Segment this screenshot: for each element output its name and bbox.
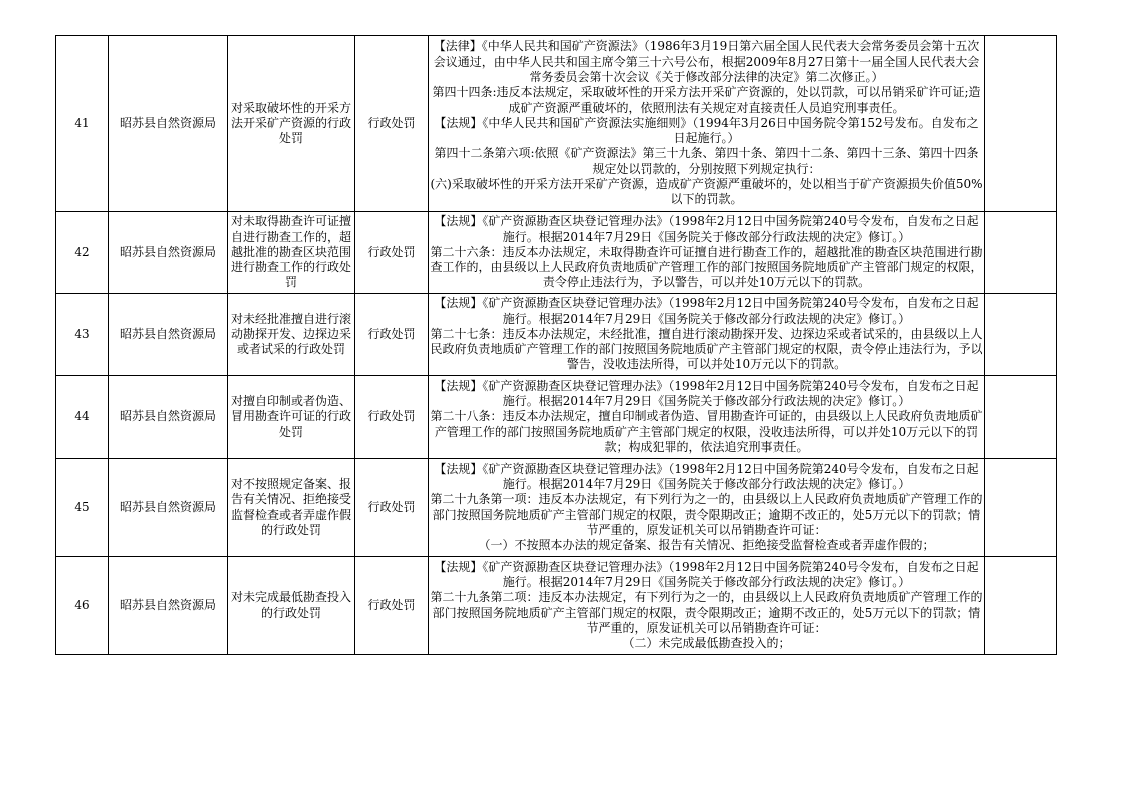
- table-row: [56, 376, 1057, 459]
- penalty-item-cell: 对不按照规定备案、报告有关情况、拒绝接受监督检查或者弄虚作假的行政处罚: [228, 459, 355, 557]
- department-cell: 昭苏县自然资源局: [109, 212, 228, 294]
- penalty-item-cell: 对未完成最低勘查投入的行政处罚: [228, 557, 355, 655]
- department-cell: 昭苏县自然资源局: [109, 36, 228, 212]
- legal-basis-paragraph: 【法规】《矿产资源勘查区块登记管理办法》（1998年2月12日中国务院第240号令发布，自发布之日起施行。根据2014年7月29日《国务院关于修改部分行政法规的决定》修订。）: [434, 378, 979, 409]
- row-number: 45: [56, 459, 109, 557]
- penalty-type-cell: 行政处罚: [355, 294, 429, 376]
- remarks-cell: [985, 36, 1057, 212]
- penalty-item-cell: 对擅自印制或者伪造、冒用勘查许可证的行政处罚: [228, 376, 355, 459]
- table-row: [56, 212, 1057, 294]
- penalty-item-cell: 对未经批准擅自进行滚动勘探开发、边探边采或者试采的行政处罚: [228, 294, 355, 376]
- penalty-type-cell: 行政处罚: [355, 212, 429, 294]
- table-row: [56, 294, 1057, 376]
- remarks-cell: [985, 557, 1057, 655]
- legal-basis-paragraph: （一）不按照本办法的规定备案、报告有关情况、拒绝接受监督检查或者弄虚作假的；: [478, 538, 935, 553]
- legal-basis-paragraph: 【法规】《矿产资源勘查区块登记管理办法》（1998年2月12日中国务院第240号令发布，自发布之日起施行。根据2014年7月29日《国务院关于修改部分行政法规的决定》修订。）: [434, 461, 979, 491]
- penalty-item-cell: 对未取得勘查许可证擅自进行勘查工作的，超越批准的勘查区块范围进行勘查工作的行政处罚: [228, 212, 355, 294]
- penalty-type-cell: 行政处罚: [355, 36, 429, 212]
- penalty-item-cell: 对采取破坏性的开采方法开采矿产资源的行政处罚: [228, 36, 355, 212]
- row-number: 46: [56, 557, 109, 655]
- remarks-cell: [985, 294, 1057, 376]
- legal-basis-paragraph: 第二十八条：违反本办法规定，擅自印制或者伪造、冒用勘查许可证的，由县级以上人民政府负责地质矿产管理工作的部门按照国务院地质矿产主管部门规定的权限，没收违法所得，可以并处10万元以下的罚款；构成犯罪的，依法追究刑事责任。: [430, 409, 983, 454]
- row-number: 44: [56, 376, 109, 459]
- table-row: [56, 557, 1057, 655]
- department-cell: 昭苏县自然资源局: [109, 294, 228, 376]
- legal-basis-cell: [429, 36, 985, 212]
- legal-basis-paragraph: 【法规】《矿产资源勘查区块登记管理办法》（1998年2月12日中国务院第240号令发布，自发布之日起施行。根据2014年7月29日《国务院关于修改部分行政法规的决定》修订。）: [434, 214, 979, 244]
- legal-basis-paragraph: 【法规】《中华人民共和国矿产资源法实施细则》（1994年3月26日中国务院令第152号发布。自发布之日起施行。）: [434, 115, 979, 146]
- legal-basis-paragraph: 【法律】《中华人民共和国矿产资源法》（1986年3月19日第六届全国人民代表大会常务委员会第十五次会议通过，由中华人民共和国主席令第三十六号公布，根据2009年8月27日第十一届全国人民代表大会常务委员会第十次会议《关于修改部分法律的决定》第二次修正。）: [433, 39, 980, 84]
- penalty-type-cell: 行政处罚: [355, 557, 429, 655]
- legal-basis-paragraph: 第二十七条：违反本办法规定，未经批准，擅自进行滚动勘探开发、边探边采或者试采的，由县级以上人民政府负责地质矿产管理工作的部门按照国务院地质矿产主管部门规定的权限，责令停止违法行为，予以警告，没收违法所得，可以并处10万元以下的罚款。: [430, 326, 983, 372]
- row-number: 42: [56, 212, 109, 294]
- table-row: [56, 459, 1057, 557]
- legal-basis-cell: [429, 294, 985, 376]
- legal-basis-paragraph: 【法规】《矿产资源勘查区块登记管理办法》（1998年2月12日中国务院第240号令发布，自发布之日起施行。根据2014年7月29日《国务院关于修改部分行政法规的决定》修订。）: [434, 559, 979, 589]
- penalty-type-cell: 行政处罚: [355, 376, 429, 459]
- legal-basis-cell: [429, 376, 985, 459]
- row-number: 41: [56, 36, 109, 212]
- remarks-cell: [985, 459, 1057, 557]
- legal-basis-paragraph: 第四十二条第六项:依照《矿产资源法》第三十九条、第四十条、第四十二条、第四十三条、第四十四条规定处以罚款的，分别按照下列规定执行：: [434, 146, 979, 176]
- legal-basis-cell: [429, 459, 985, 557]
- legal-basis-cell: [429, 557, 985, 655]
- legal-basis-paragraph: （二）未完成最低勘查投入的；: [622, 636, 791, 651]
- row-number: 43: [56, 294, 109, 376]
- department-cell: 昭苏县自然资源局: [109, 459, 228, 557]
- department-cell: 昭苏县自然资源局: [109, 376, 228, 459]
- legal-basis-paragraph: 第二十六条：违反本办法规定，未取得勘查许可证擅自进行勘查工作的，超越批准的勘查区块范围进行勘查工作的，由县级以上人民政府负责地质矿产管理工作的部门按照国务院地质矿产主管部门规定的权限，责令停止违法行为，予以警告，可以并处10万元以下的罚款。: [430, 244, 983, 290]
- legal-basis-cell: [429, 212, 985, 294]
- legal-basis-paragraph: 第四十四条:违反本法规定，采取破坏性的开采方法开采矿产资源的，处以罚款，可以吊销采矿许可证;造成矿产资源严重破坏的，依照刑法有关规定对直接责任人员追究刑事责任。: [432, 85, 981, 115]
- legal-basis-paragraph: 【法规】《矿产资源勘查区块登记管理办法》（1998年2月12日中国务院第240号令发布，自发布之日起施行。根据2014年7月29日《国务院关于修改部分行政法规的决定》修订。）: [434, 296, 979, 326]
- legal-basis-paragraph: 第二十九条第一项：违反本办法规定，有下列行为之一的，由县级以上人民政府负责地质矿产管理工作的部门按照国务院地质矿产主管部门规定的权限，责令限期改正；逾期不改正的，处5万元以下的罚款；情节严重的，原发证机关可以吊销勘查许可证：: [430, 492, 983, 537]
- table-row: [56, 36, 1057, 212]
- legal-basis-paragraph: 第二十九条第二项：违反本办法规定，有下列行为之一的，由县级以上人民政府负责地质矿产管理工作的部门按照国务院地质矿产主管部门规定的权限，责令限期改正；逾期不改正的，处5万元以下的罚款；情节严重的，原发证机关可以吊销勘查许可证：: [430, 590, 983, 635]
- penalty-table: [55, 35, 1057, 655]
- department-cell: 昭苏县自然资源局: [109, 557, 228, 655]
- penalty-type-cell: 行政处罚: [355, 459, 429, 557]
- legal-basis-paragraph: (六)采取破坏性的开采方法开采矿产资源，造成矿产资源严重破坏的，处以相当于矿产资源损失价值50%以下的罚款。: [430, 177, 983, 207]
- remarks-cell: [985, 212, 1057, 294]
- remarks-cell: [985, 376, 1057, 459]
